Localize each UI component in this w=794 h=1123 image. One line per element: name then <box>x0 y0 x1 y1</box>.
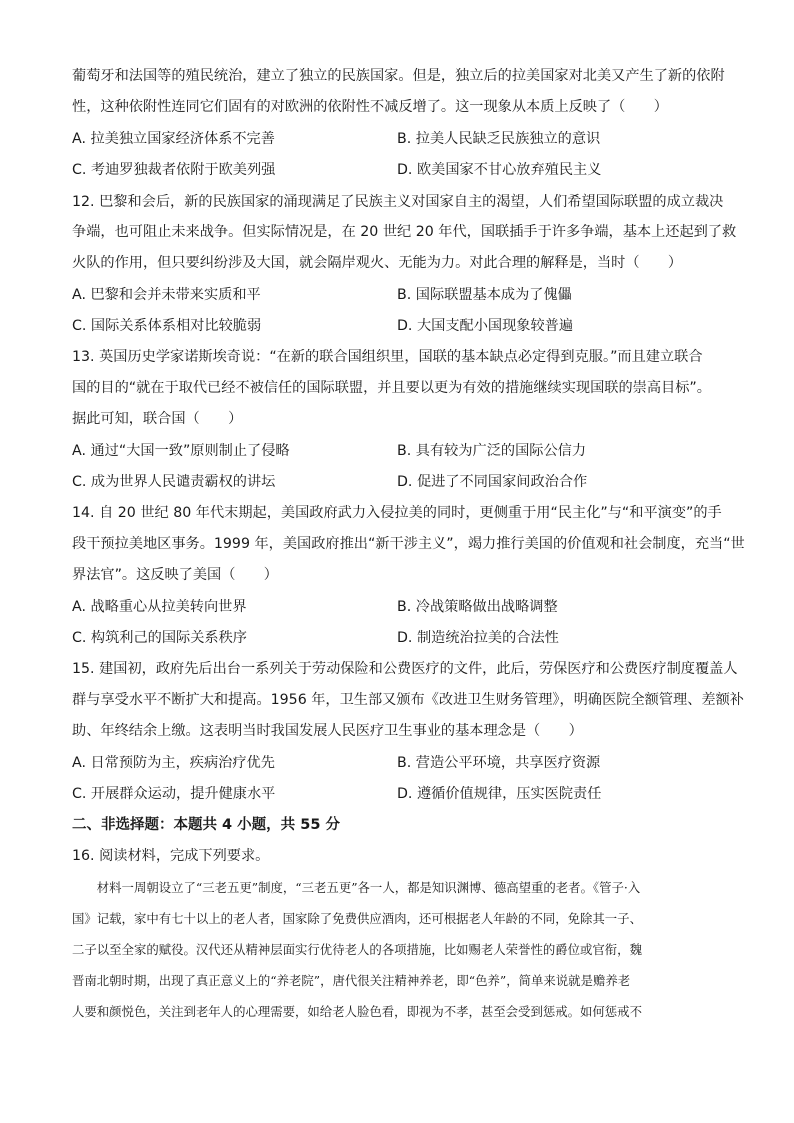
q12-option-b[interactable]: B. 国际联盟基本成为了傀儡 <box>397 287 572 303</box>
q14-option-a[interactable]: A. 战略重心从拉美转向世界 <box>72 599 247 615</box>
q12-stem-line3: 火队的作用，但只要纠纷涉及大国，就会隔岸观火、无能为力。对此合理的解释是，当时（ ） <box>72 255 683 271</box>
q13-stem-line3: 据此可知，联合国（ ） <box>72 411 243 427</box>
q16-material-line1: 材料一周朝设立了“三老五更”制度，“三老五更”各一人，都是知识渊博、德高望重的老者。《管子·入 <box>72 880 641 895</box>
q14-option-c[interactable]: C. 构筑利己的国际关系秩序 <box>72 630 247 646</box>
q15-option-a[interactable]: A. 日常预防为主，疾病治疗优先 <box>72 755 275 771</box>
q15-option-c[interactable]: C. 开展群众运动，提升健康水平 <box>72 786 276 802</box>
q12-option-d[interactable]: D. 大国支配小国现象较普遍 <box>397 318 574 334</box>
q14-stem-line2: 段干预拉美地区事务。1999 年，美国政府推出“新干涉主义”，竭力推行美国的价值观和社会制度，充当“世 <box>72 536 745 552</box>
q14-option-d[interactable]: D. 制造统治拉美的合法性 <box>397 630 559 646</box>
q13-option-a[interactable]: A. 通过“大国一致”原则制止了侵略 <box>72 443 290 459</box>
q15-stem-line2: 群与享受水平不断扩大和提高。1956 年，卫生部又颁布《改进卫生财务管理》，明确医院全额管理、差额补 <box>72 692 744 708</box>
q13-option-b[interactable]: B. 具有较为广泛的国际公信力 <box>397 443 587 459</box>
q12-stem-line1: 12. 巴黎和会后，新的民族国家的涌现满足了民族主义对国家自主的渴望，人们希望国际联盟的成立裁决 <box>72 194 724 210</box>
q12-option-c[interactable]: C. 国际关系体系相对比较脆弱 <box>72 318 262 334</box>
q11-option-d[interactable]: D. 欧美国家不甘心放弃殖民主义 <box>397 162 602 178</box>
q13-option-c[interactable]: C. 成为世界人民谴责霸权的讲坛 <box>72 474 276 490</box>
q15-option-d[interactable]: D. 遵循价值规律，压实医院责任 <box>397 786 602 802</box>
q15-option-b[interactable]: B. 营造公平环境，共享医疗资源 <box>397 755 601 771</box>
q16-material-line2: 国》记载，家中有七十以上的老人者，国家除了免费供应酒肉，还可根据老人年龄的不同，免除其一子、 <box>72 911 642 926</box>
q11-stem-line2: 性，这种依附性连同它们固有的对欧洲的依附性不减反增了。这一现象从本质上反映了（ ） <box>72 99 668 115</box>
q13-stem-line1: 13. 英国历史学家诺斯埃奇说：“在新的联合国组织里，国联的基本缺点必定得到克服。”而且建立联合 <box>72 349 703 365</box>
q16-material-line3: 二子以至全家的赋役。汉代还从精神层面实行优待老人的各项措施，比如赐老人荣誉性的爵位或官衔，魏 <box>72 942 642 957</box>
section-title: 二、非选择题：本题共 4 小题，共 55 分 <box>72 817 340 833</box>
q16-stem: 16. 阅读材料，完成下列要求。 <box>72 848 270 864</box>
q13-option-d[interactable]: D. 促进了不同国家间政治合作 <box>397 474 588 490</box>
q11-stem-line1: 葡萄牙和法国等的殖民统治，建立了独立的民族国家。但是，独立后的拉美国家对北美又产生了新的依附 <box>72 68 725 84</box>
q16-material-line4: 晋南北朝时期，出现了真正意义上的“养老院”，唐代很关注精神养老，即“色养”，简单来说就是赡养老 <box>72 973 631 988</box>
q12-stem-line2: 争端，也可阻止未来战争。但实际情况是，在 20 世纪 20 年代，国联插手于许多争端，基本上还起到了救 <box>72 224 737 240</box>
q14-stem-line3: 界法官”。这反映了美国（ ） <box>72 567 278 583</box>
q16-material-line5: 人要和颜悦色，关注到老年人的心理需要，如给老人脸色看，即视为不孝，甚至会受到惩戒。如何惩戒不 <box>72 1004 642 1019</box>
q11-option-c[interactable]: C. 考迪罗独裁者依附于欧美列强 <box>72 162 276 178</box>
q14-stem-line1: 14. 自 20 世纪 80 年代末期起，美国政府武力入侵拉美的同时，更侧重于用“民主化”与“和平演变”的手 <box>72 505 722 521</box>
q12-option-a[interactable]: A. 巴黎和会并未带来实质和平 <box>72 287 261 303</box>
q11-option-b[interactable]: B. 拉美人民缺乏民族独立的意识 <box>397 131 601 147</box>
q15-stem-line1: 15. 建国初，政府先后出台一系列关于劳动保险和公费医疗的文件，此后，劳保医疗和公费医疗制度覆盖人 <box>72 661 738 677</box>
q14-option-b[interactable]: B. 冷战策略做出战略调整 <box>397 599 558 615</box>
q13-stem-line2: 国的目的“就在于取代已经不被信任的国际联盟，并且要以更为有效的措施继续实现国联的崇高目标”。 <box>72 380 711 396</box>
q15-stem-line3: 助、年终结余上缴。这表明当时我国发展人民医疗卫生事业的基本理念是（ ） <box>72 723 583 739</box>
q11-option-a[interactable]: A. 拉美独立国家经济体系不完善 <box>72 131 275 147</box>
